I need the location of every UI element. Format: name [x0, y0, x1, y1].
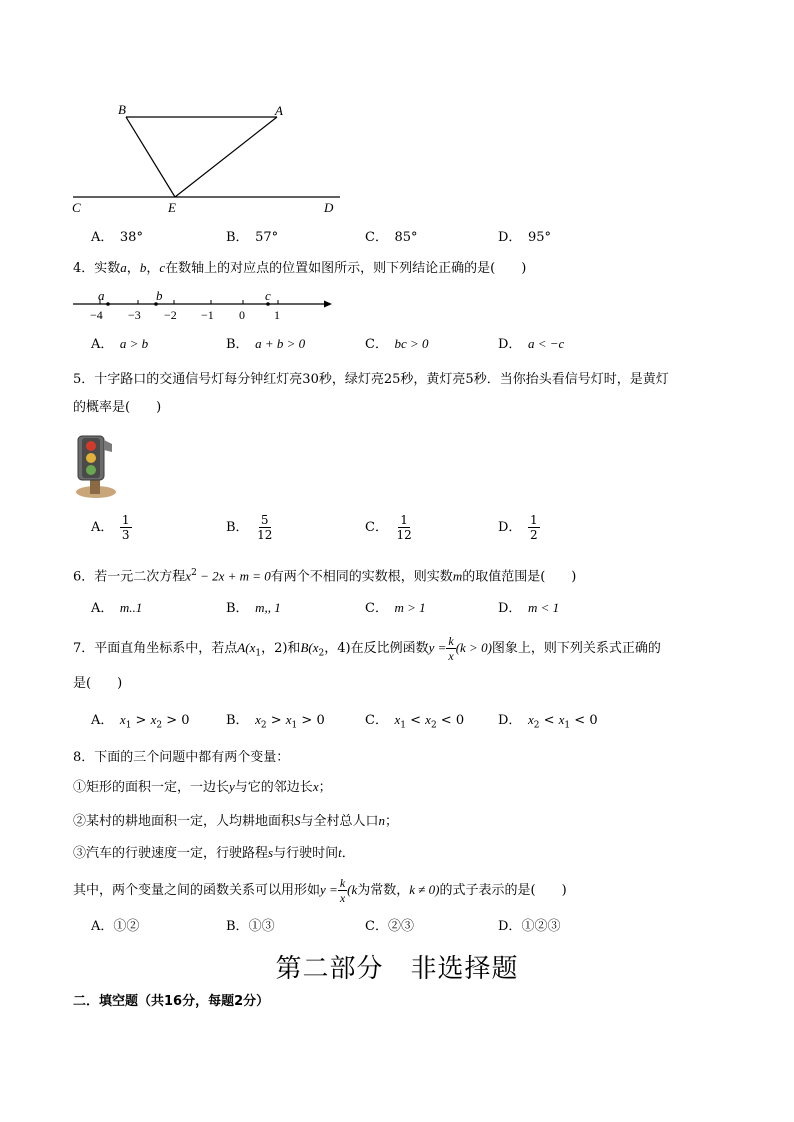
q7-stem-line2: 是( ) [73, 676, 123, 691]
label-b: B [118, 102, 126, 117]
q5-option-b[interactable]: B． $\frac{5}{12}$ [226, 513, 273, 542]
point-label-c: c [265, 288, 271, 303]
segment-be [126, 117, 175, 197]
q5-stem-line1: 5．十字路口的交通信号灯每分钟红灯亮30秒，绿灯亮25秒，黄灯亮5秒．当你抬头看信号灯时，是黄灯 [73, 372, 669, 387]
q6-stem: 6．若一元二次方程$x^2 - 2x + m = 0$有两个不相同的实数根，则实数m的取值范围是( ) [73, 568, 577, 585]
q7-option-c[interactable]: C． $x_1 < x_2 < 0$ [365, 712, 465, 731]
q6-option-c[interactable]: C． m > 1 [365, 600, 426, 616]
q3-option-b[interactable]: B． 57° [226, 230, 279, 245]
q3-option-a[interactable]: A． 38° [91, 230, 143, 245]
tick-label: −1 [201, 308, 214, 322]
q4-stem: 4．实数a，b，c在数轴上的对应点的位置如图所示，则下列结论正确的是( ) [73, 260, 527, 276]
q6-option-b[interactable]: B． m,, 1 [226, 600, 281, 616]
q8-option-a[interactable]: A．①② [91, 919, 140, 934]
traffic-light-image [70, 432, 118, 500]
q5-option-c[interactable]: C． $\frac{1}{12}$ [365, 513, 412, 542]
axis-arrow-icon [324, 301, 332, 308]
q7-option-d[interactable]: D． $x_2 < x_1 < 0$ [498, 712, 598, 731]
q3-option-c[interactable]: C． 85° [365, 230, 418, 245]
q6-option-d[interactable]: D． m < 1 [498, 600, 560, 616]
q5-option-a[interactable]: A． $\frac{1}{3}$ [91, 513, 130, 542]
point-label-b: b [156, 288, 163, 303]
green-light-icon [86, 465, 96, 475]
q4-number-line [70, 288, 340, 324]
point-label-a: a [98, 288, 105, 303]
red-light-icon [86, 441, 96, 451]
q8-conclusion: 其中，两个变量之间的函数关系可以用形如y = $\frac{k}{x}$ (k为常数，k ≠ 0)的式子表示的是( ) [73, 876, 567, 905]
label-c: C [72, 200, 81, 215]
q5-stem-line2: 的概率是( ) [73, 400, 162, 415]
part2-title: 第二部分 非选择题 [275, 954, 519, 984]
q7-stem-line1: 7．平面直角坐标系中，若点$A(x_1$，2)和$B(x_2$，4)在反比例函数y = $\frac{k}{x}$ (k > 0)图象上，则下列关系式正确的 [73, 634, 661, 663]
q4-option-c[interactable]: C． bc > 0 [365, 336, 429, 352]
q6-option-a[interactable]: A． m..1 [91, 600, 143, 616]
label-d: D [324, 200, 334, 215]
q7-option-a[interactable]: A． $x_1 > x_2 > 0$ [91, 712, 190, 731]
q7-option-b[interactable]: B． $x_2 > x_1 > 0$ [226, 712, 325, 731]
q8-item-3: ③汽车的行驶速度一定，行驶路程s与行驶时间t． [73, 845, 355, 861]
q8-item-2: ②某村的耕地面积一定，人均耕地面积S与全村总人口n； [73, 813, 399, 829]
q3-geometry-figure [60, 98, 350, 218]
q4-option-a[interactable]: A． a > b [91, 336, 149, 352]
q8-option-c[interactable]: C．②③ [365, 919, 414, 934]
q3-option-d[interactable]: D． 95° [498, 230, 551, 245]
q4-option-d[interactable]: D． a < −c [498, 336, 565, 352]
q8-option-d[interactable]: D．①②③ [498, 919, 561, 934]
q5-option-d[interactable]: D． $\frac{1}{2}$ [498, 513, 538, 542]
label-e: E [168, 200, 176, 215]
tick-label: −4 [90, 308, 103, 322]
section-heading: 二．填空题（共16分，每题2分） [73, 994, 270, 1009]
q8-option-b[interactable]: B．①③ [226, 919, 275, 934]
tick-label: 1 [274, 308, 280, 322]
tick-label: −2 [164, 308, 177, 322]
point-a [106, 302, 110, 306]
q8-intro: 8．下面的三个问题中都有两个变量： [73, 750, 290, 765]
tick-label: −3 [128, 308, 141, 322]
segment-ae [175, 117, 277, 197]
q8-item-1: ①矩形的面积一定，一边长y与它的邻边长x； [73, 779, 332, 795]
visor-icon [104, 440, 112, 452]
q4-option-b[interactable]: B． a + b > 0 [226, 336, 306, 352]
yellow-light-icon [86, 453, 96, 463]
label-a: A [275, 103, 283, 118]
tick-label: 0 [239, 308, 245, 322]
